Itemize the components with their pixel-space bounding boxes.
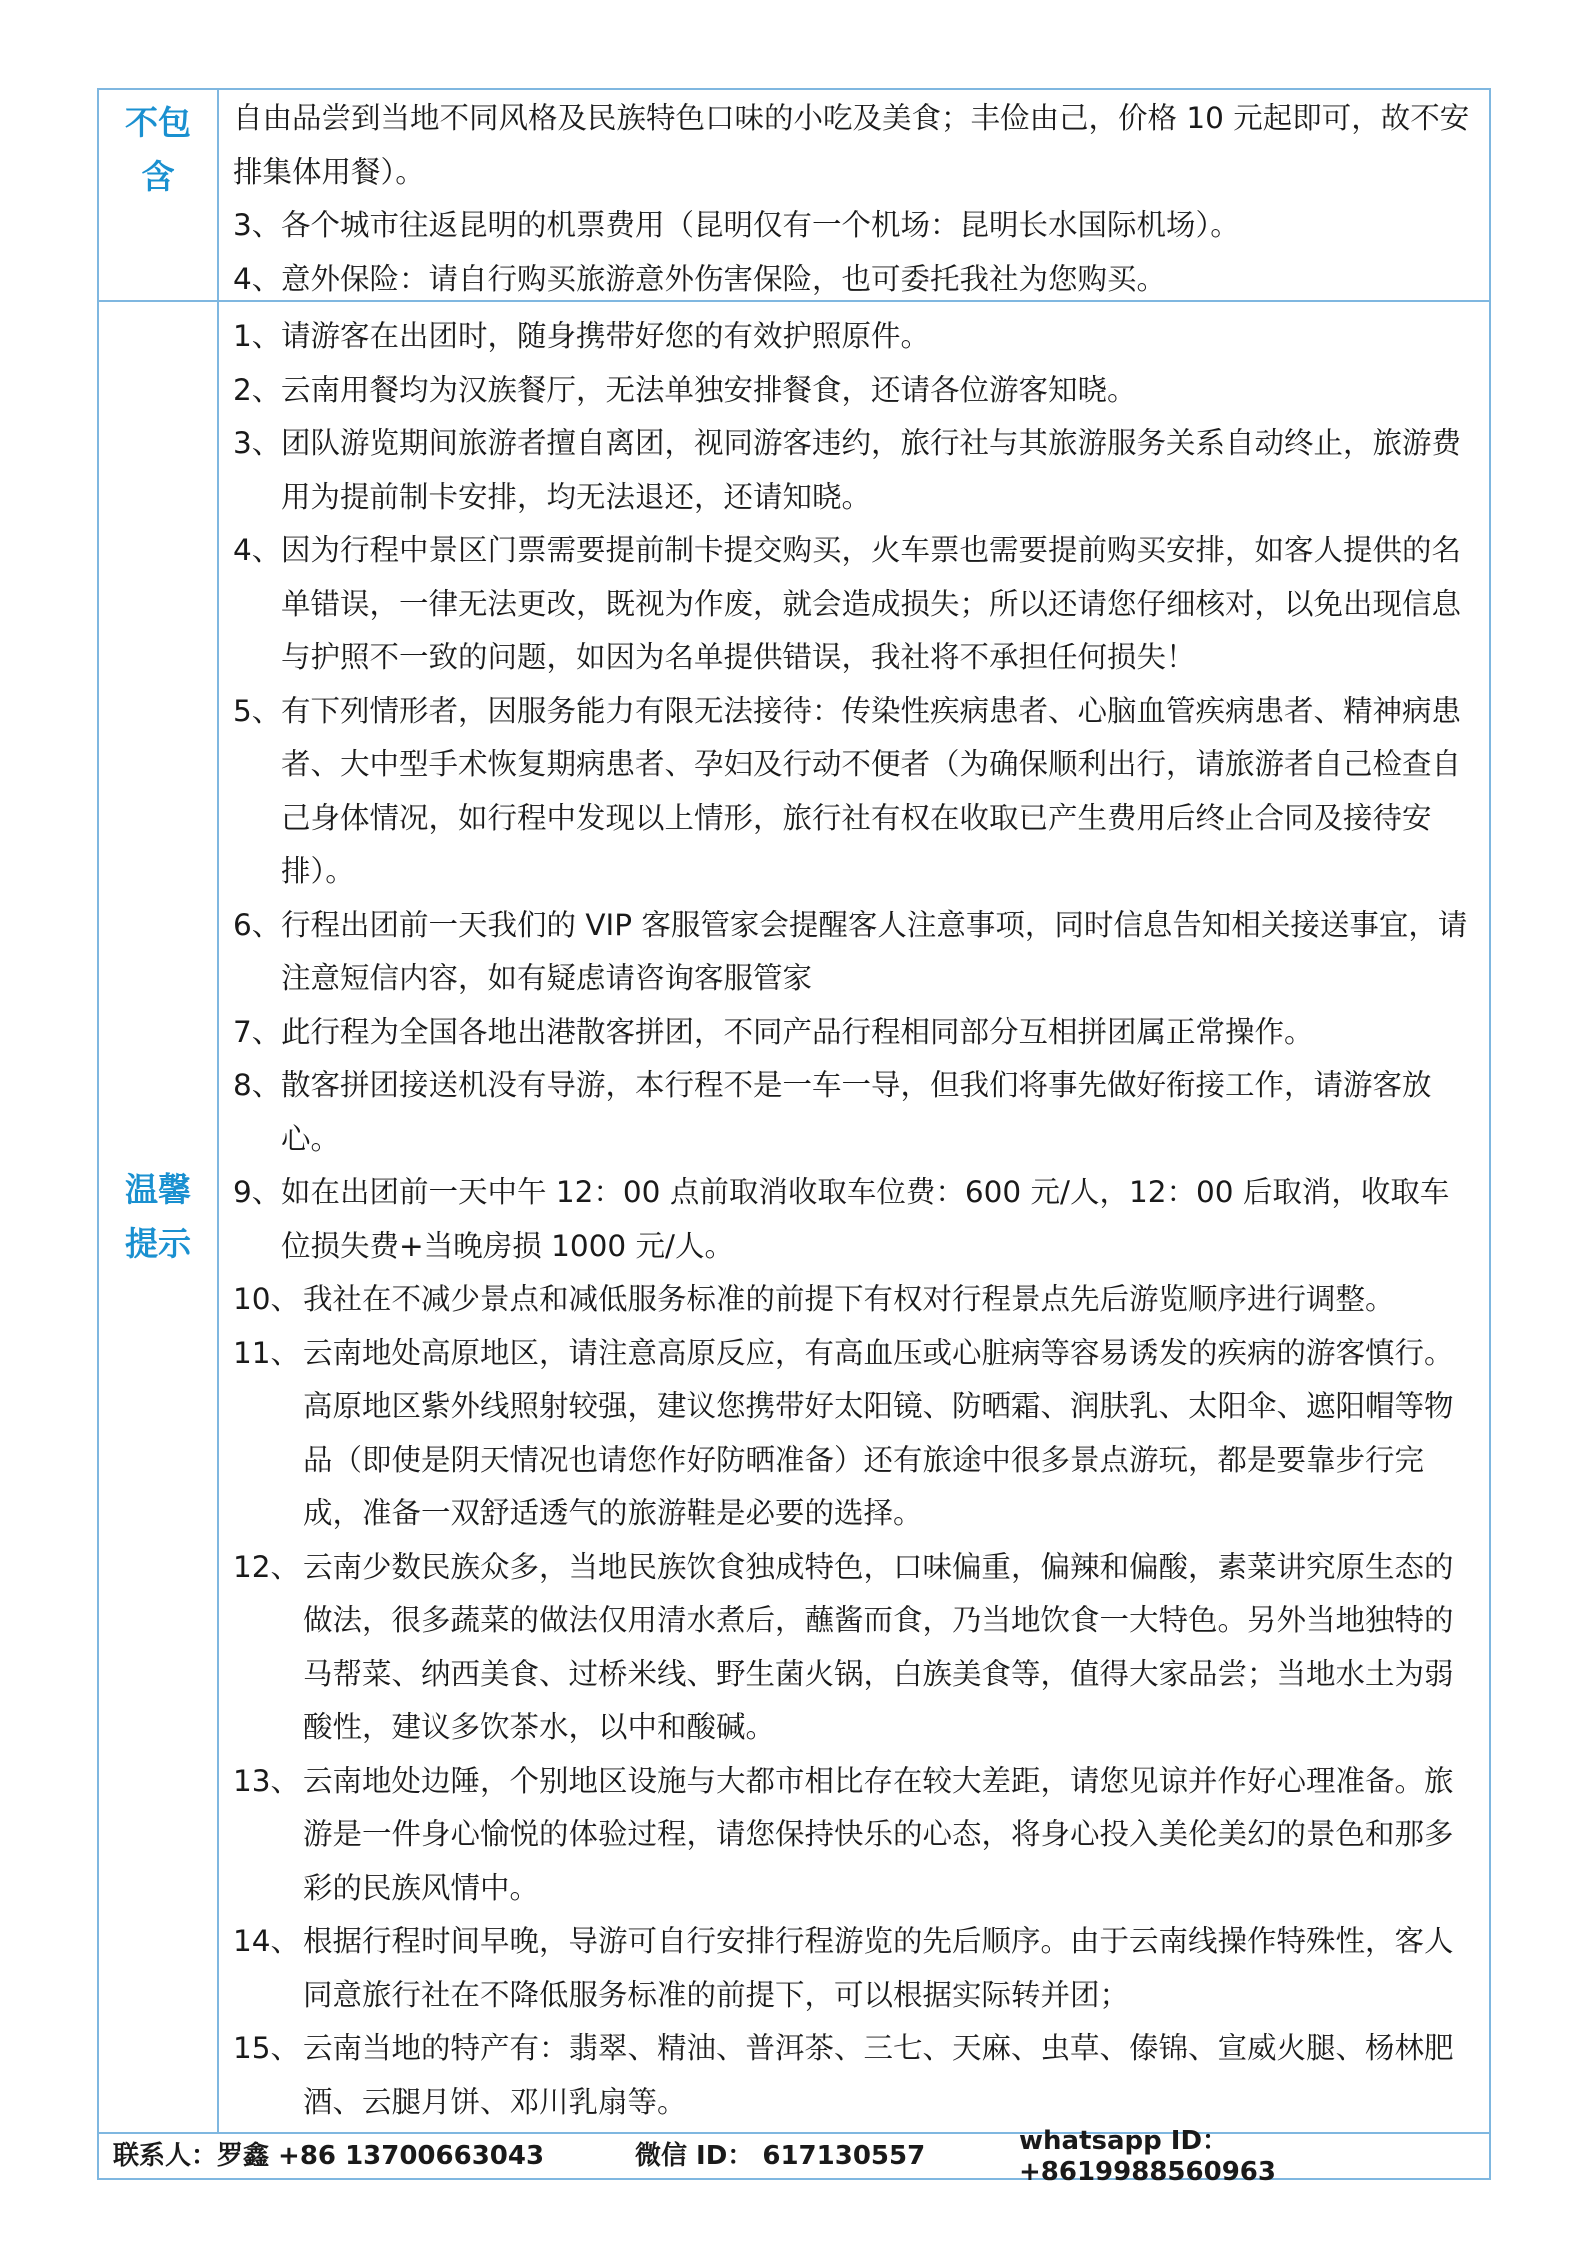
tip-item <box>233 1327 1475 1541</box>
tip-item <box>233 417 1475 524</box>
excluded-item <box>233 199 1475 253</box>
item-number: 15、 <box>233 2031 301 2065</box>
item-number: 12、 <box>233 1549 301 1584</box>
tip-item <box>233 1755 1475 1916</box>
item-number: 7、 <box>233 1014 282 1049</box>
contact-bar <box>97 2125 1491 2187</box>
tip-item <box>233 899 1475 1006</box>
excluded-label: 不包含 <box>125 103 191 196</box>
item-number: 8、 <box>233 1068 282 1102</box>
excluded-row <box>99 90 1489 302</box>
item-number: 4、 <box>233 533 282 567</box>
info-table <box>97 88 1491 2134</box>
excluded-continuation: 自由品尝到当地不同风格及民族特色口味的小吃及美食；丰俭由己，价格 10 元起即可，故不安排集体用餐）。 <box>233 101 1470 189</box>
tip-item <box>233 1541 1475 1755</box>
tip-item <box>233 1059 1475 1166</box>
tip-item <box>233 1166 1475 1273</box>
item-number: 9、 <box>233 1175 282 1209</box>
excluded-content <box>219 90 1489 300</box>
tip-item <box>233 1915 1475 2022</box>
tip-item <box>233 685 1475 899</box>
tip-item <box>233 310 1475 364</box>
item-number: 10、 <box>233 1282 301 1316</box>
item-text: 云南用餐均为汉族餐厅，无法单独安排餐食，还请各位游客知晓。 <box>281 372 1137 407</box>
tip-item <box>233 2022 1475 2129</box>
item-text: 云南当地的特产有：翡翠、精油、普洱茶、三七、天麻、虫草、傣锦、宣威火腿、杨林肥酒、云腿月饼、邓川乳扇等。 <box>303 2031 1454 2119</box>
tip-item <box>233 1273 1475 1327</box>
item-text: 我社在不减少景点和减低服务标准的前提下有权对行程景点先后游览顺序进行调整。 <box>303 1282 1395 1316</box>
item-text: 此行程为全国各地出港散客拼团，不同产品行程相同部分互相拼团属正常操作。 <box>281 1014 1314 1049</box>
item-number: 6、 <box>233 907 282 942</box>
item-text: 云南地处边陲，个别地区设施与大都市相比存在较大差距，请您见谅并作好心理准备。旅游是一件身心愉悦的体验过程，请您保持快乐的心态，将身心投入美伦美幻的景色和那多彩的民族风情中。 <box>303 1763 1454 1905</box>
item-text: 有下列情形者，因服务能力有限无法接待：传染性疾病患者、心脑血管疾病患者、精神病患者、大中型手术恢复期病患者、孕妇及行动不便者（为确保顺利出行，请旅游者自己检查自己身体情况，如行程中发现以上情形，旅行社有权在收取已产生费用后终止合同及接待安排）。 <box>281 693 1462 888</box>
item-text: 如在出团前一天中午 12：00 点前取消收取车位费：600 元/人，12：00 后取消，收取车位损失费+当晚房损 1000 元/人。 <box>281 1175 1450 1263</box>
item-text: 团队游览期间旅游者擅自离团，视同游客违约，旅行社与其旅游服务关系自动终止，旅游费用为提前制卡安排，均无法退还，还请知晓。 <box>281 426 1462 514</box>
item-text: 云南地处高原地区，请注意高原反应，有高血压或心脏病等容易诱发的疾病的游客慎行。高原地区紫外线照射较强，建议您携带好太阳镜、防晒霜、润肤乳、太阳伞、遮阳帽等物品（即使是阴天情况也请您作好防晒准备）还有旅途中很多景点游玩，都是要靠步行完成，准备一双舒适透气的旅游鞋是必要的选择。 <box>303 1335 1454 1530</box>
item-number: 1、 <box>233 319 282 353</box>
tip-item <box>233 1006 1475 1060</box>
excluded-item <box>233 253 1475 307</box>
tip-item <box>233 524 1475 685</box>
item-number: 13、 <box>233 1763 301 1798</box>
contact-person: 联系人：罗鑫 +86 13700663043 <box>113 2140 545 2171</box>
tips-row <box>99 302 1489 2132</box>
item-number: 3、 <box>233 208 282 242</box>
contact-wechat: 微信 ID： 617130557 <box>635 2140 926 2171</box>
item-text: 意外保险：请自行购买旅游意外伤害保险，也可委托我社为您购买。 <box>281 261 1167 296</box>
excluded-label-cell <box>99 90 219 300</box>
item-text: 云南少数民族众多，当地民族饮食独成特色，口味偏重，偏辣和偏酸，素菜讲究原生态的做法，很多蔬菜的做法仅用清水煮后，蘸酱而食，乃当地饮食一大特色。另外当地独特的马帮菜、纳西美食、过桥米线、野生菌火锅，白族美食等，值得大家品尝；当地水土为弱酸性，建议多饮茶水，以中和酸碱。 <box>303 1549 1454 1744</box>
tips-label: 温馨提示 <box>125 1170 191 1263</box>
item-text: 行程出团前一天我们的 VIP 客服管家会提醒客人注意事项，同时信息告知相关接送事宜，请注意短信内容，如有疑虑请咨询客服管家 <box>281 907 1468 995</box>
tips-label-cell <box>99 302 219 2132</box>
item-text: 请游客在出团时，随身携带好您的有效护照原件。 <box>281 319 931 353</box>
item-number: 14、 <box>233 1924 301 1958</box>
item-number: 5、 <box>233 693 282 728</box>
tip-item <box>233 364 1475 418</box>
item-text: 各个城市往返昆明的机票费用（昆明仅有一个机场：昆明长水国际机场）。 <box>281 208 1240 242</box>
item-number: 11、 <box>233 1335 301 1370</box>
item-text: 因为行程中景区门票需要提前制卡提交购买，火车票也需要提前购买安排，如客人提供的名单错误，一律无法更改，既视为作废，就会造成损失；所以还请您仔细核对，以免出现信息与护照不一致的问题，如因为名单提供错误，我社将不承担任何损失！ <box>281 533 1462 674</box>
item-text: 根据行程时间早晚，导游可自行安排行程游览的先后顺序。由于云南线操作特殊性，客人同意旅行社在不降低服务标准的前提下，可以根据实际转并团； <box>303 1924 1454 2012</box>
item-number: 4、 <box>233 261 282 296</box>
tips-content <box>219 302 1489 2132</box>
contact-whatsapp: whatsapp ID： +8619988560963 <box>1019 2125 1276 2187</box>
item-number: 3、 <box>233 426 282 460</box>
item-text: 散客拼团接送机没有导游，本行程不是一车一导，但我们将事先做好衔接工作，请游客放心。 <box>281 1068 1432 1156</box>
item-number: 2、 <box>233 372 282 407</box>
